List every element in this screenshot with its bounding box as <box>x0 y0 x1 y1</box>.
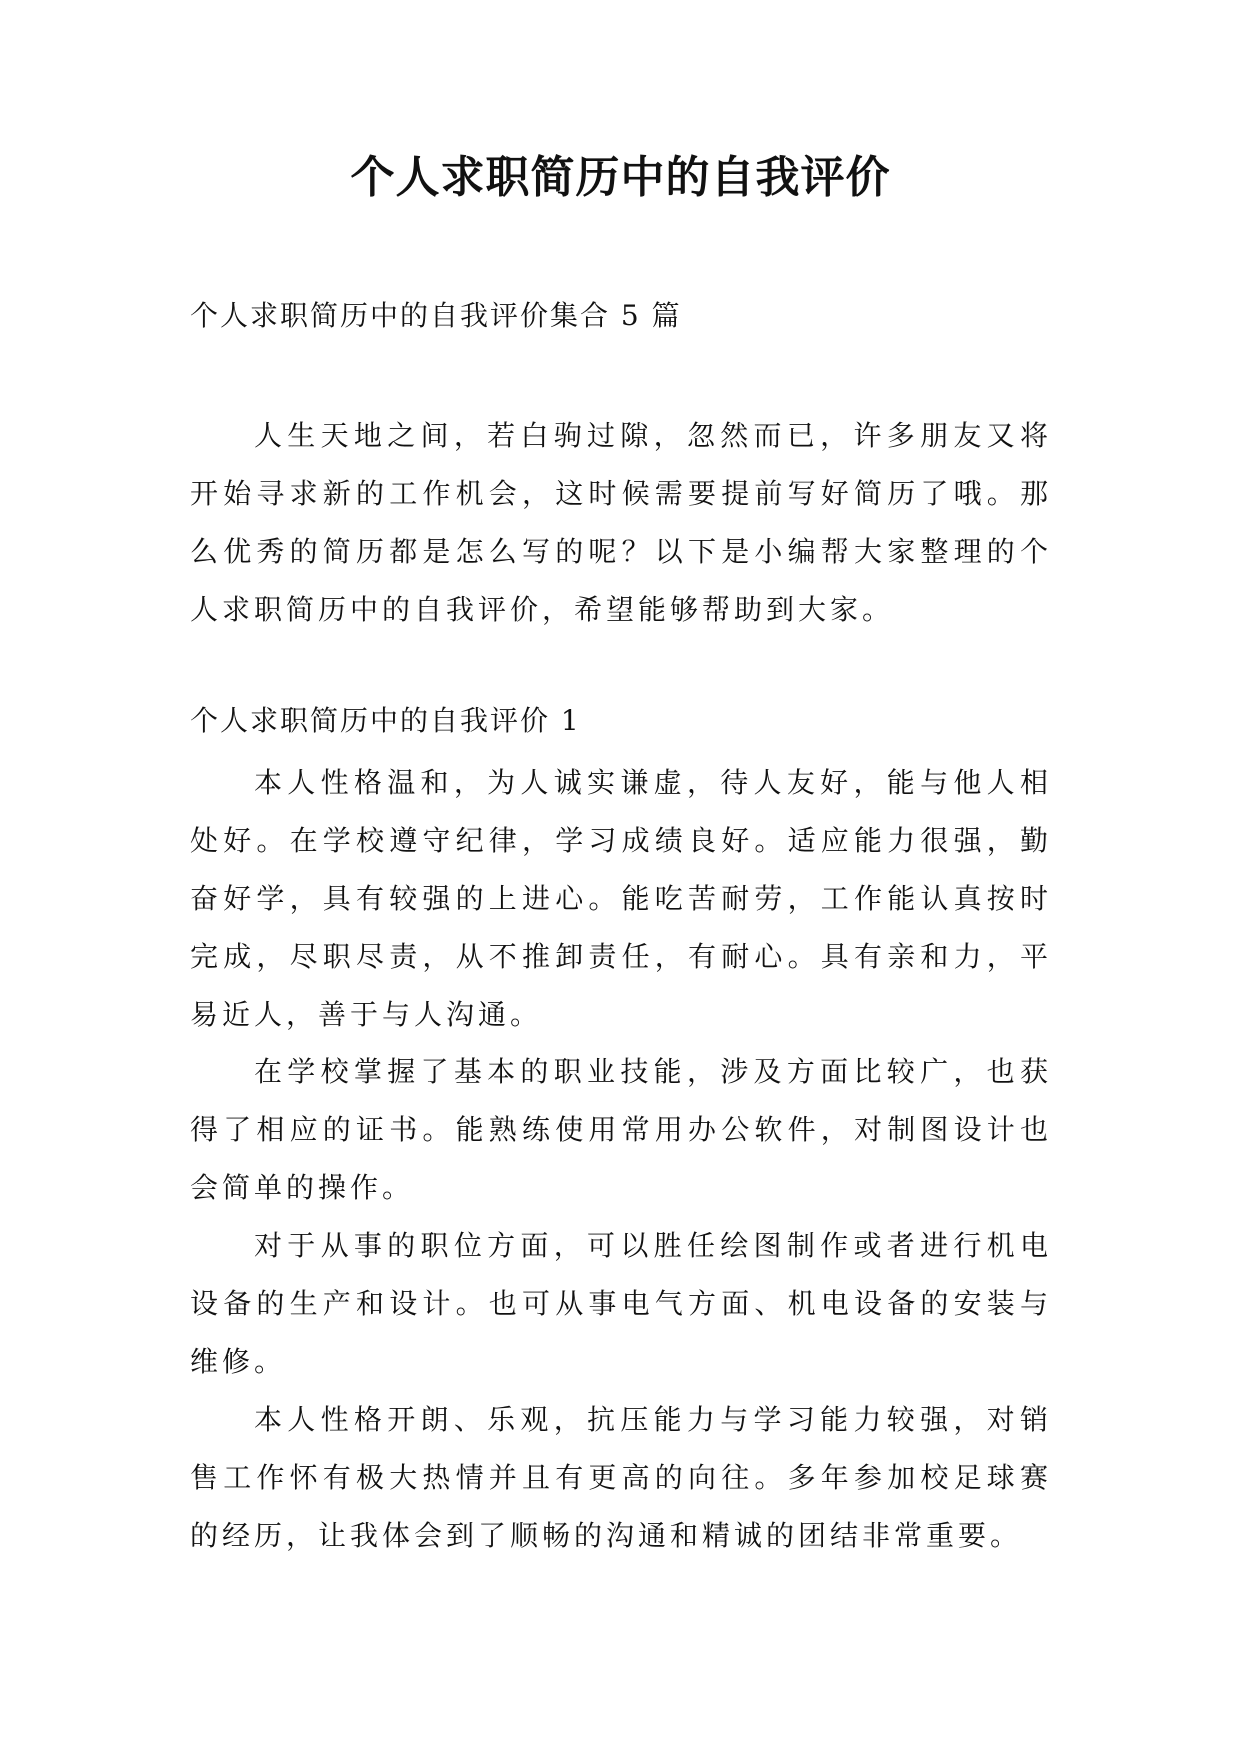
section-paragraph: 对于从事的职位方面，可以胜任绘图制作或者进行机电设备的生产和设计。也可从事电气方面、机电设备的安装与维修。 <box>190 1229 1052 1378</box>
section-heading: 个人求职简历中的自我评价 1 <box>190 704 581 737</box>
section-paragraph: 本人性格开朗、乐观，抗压能力与学习能力较强，对销售工作怀有极大热情并且有更高的向往。多年参加校足球赛的经历，让我体会到了顺畅的沟通和精诚的团结非常重要。 <box>190 1403 1052 1552</box>
document-subtitle: 个人求职简历中的自我评价集合 5 篇 <box>190 299 682 332</box>
intro-paragraph: 人生天地之间，若白驹过隙，忽然而已，许多朋友又将开始寻求新的工作机会，这时候需要提前写好简历了哦。那么优秀的简历都是怎么写的呢？以下是小编帮大家整理的个人求职简历中的自我评价，希望能够帮助到大家。 <box>190 419 1052 626</box>
section-paragraph: 在学校掌握了基本的职业技能，涉及方面比较广，也获得了相应的证书。能熟练使用常用办公软件，对制图设计也会简单的操作。 <box>190 1055 1052 1204</box>
section-paragraph: 本人性格温和，为人诚实谦虚，待人友好，能与他人相处好。在学校遵守纪律，学习成绩良好。适应能力很强，勤奋好学，具有较强的上进心。能吃苦耐劳，工作能认真按时完成，尽职尽责，从不推卸责任，有耐心。具有亲和力，平易近人，善于与人沟通。 <box>190 766 1052 1031</box>
document-title: 个人求职简历中的自我评价 <box>350 152 891 203</box>
